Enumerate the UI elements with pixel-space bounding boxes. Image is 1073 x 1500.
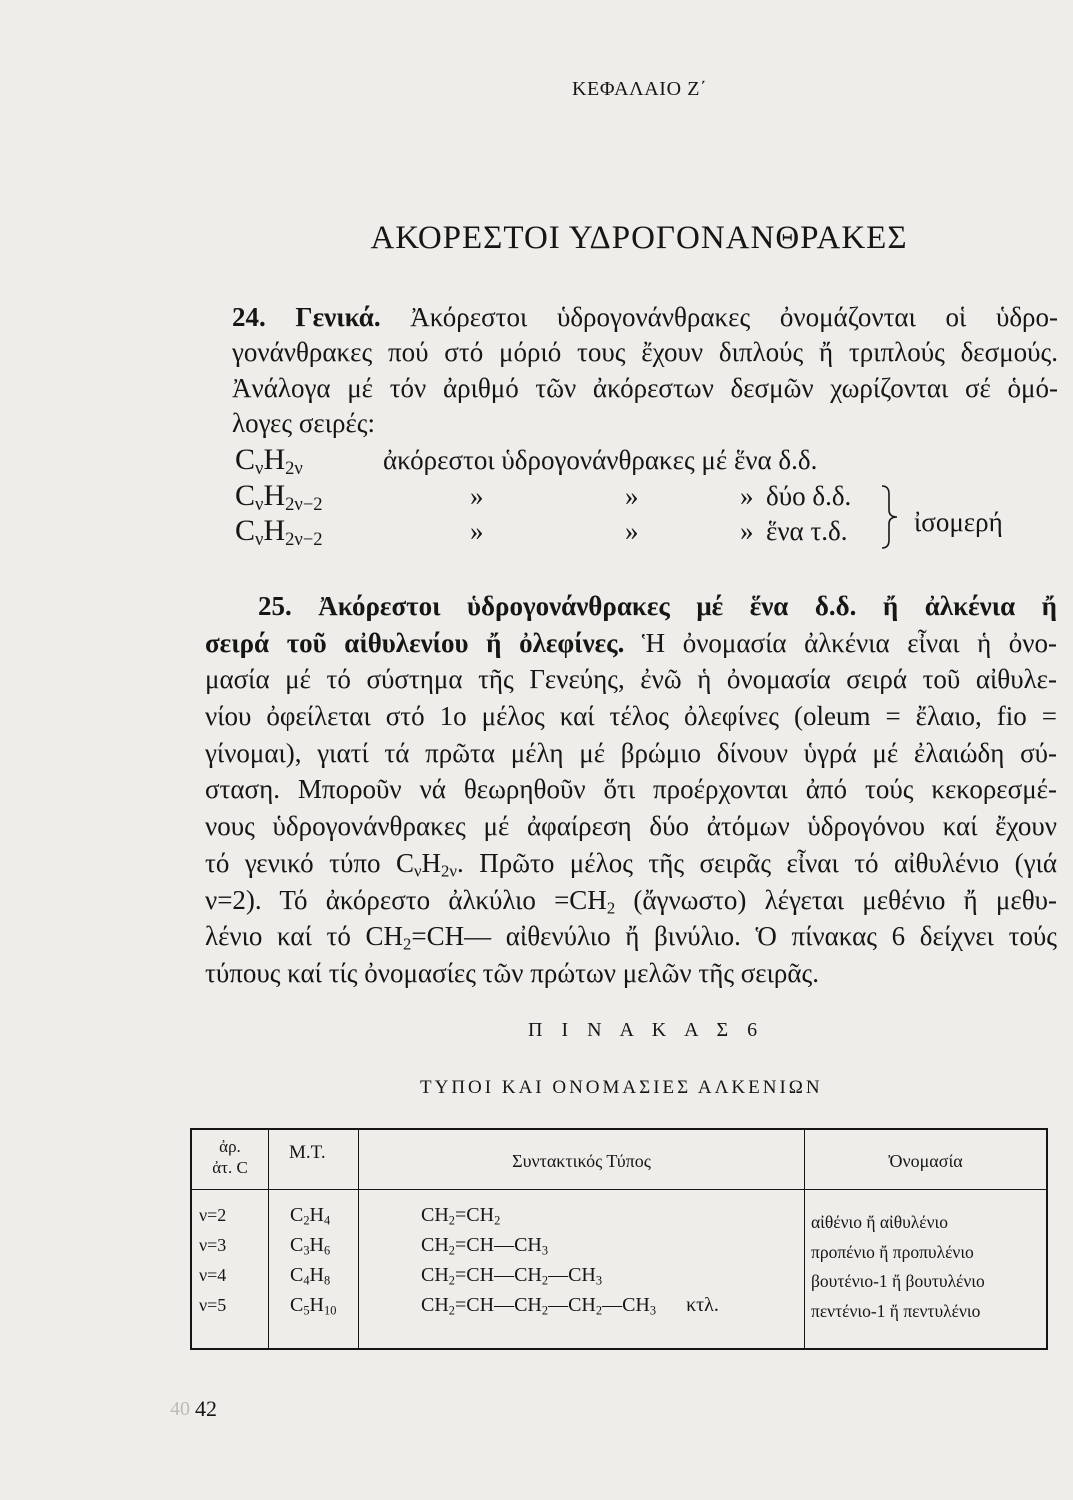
paragraph-line — [205, 661, 1057, 698]
section-25-alkenes — [205, 588, 1057, 992]
table-cell — [421, 1290, 804, 1320]
etc-label: κτλ. — [686, 1294, 719, 1316]
table-cell: ν=2 — [199, 1205, 227, 1225]
text-run: H — [309, 1204, 324, 1226]
table-cell: ν=4 — [199, 1265, 227, 1285]
ditto-mark: » — [740, 516, 754, 546]
paragraph-line — [232, 335, 1058, 370]
text-run: C — [235, 479, 256, 512]
general-formula — [235, 478, 323, 514]
subscript: 3 — [649, 1303, 657, 1318]
text-run: C — [290, 1264, 304, 1286]
subscript: 3 — [595, 1273, 603, 1288]
general-formula — [235, 513, 323, 549]
subscript: 2 — [541, 1303, 549, 1318]
ditto-mark: » — [470, 516, 484, 546]
table-cell: βουτένιο-1 ἤ βουτυλένιο — [811, 1271, 985, 1291]
text-run: λογες σειρές: — [232, 407, 376, 438]
subscript: ν — [413, 861, 422, 881]
series-description: ἕνα τ.δ. — [766, 516, 848, 546]
text-run: C — [235, 443, 256, 476]
subscript: ν — [255, 529, 264, 551]
paragraph-line — [205, 882, 1057, 919]
paragraph-line — [232, 300, 1058, 335]
subscript: 2 — [494, 1213, 501, 1228]
text-run: Ἀνάλογα μέ τόν ἀριθμό τῶν ἀκόρεστων δεσμῶν χωρίζονται σέ ὁμό- — [232, 372, 1058, 403]
subscript: 2 — [541, 1273, 549, 1288]
series-description: ἀκόρεστοι ὑδρογονάνθρακες μέ ἕνα δ.δ. — [383, 445, 818, 475]
paragraph-line — [205, 845, 1057, 882]
subscript: 2 — [448, 1303, 455, 1318]
table-cell: αἰθένιο ἤ αἰθυλένιο — [811, 1212, 949, 1232]
paragraph-line — [232, 371, 1058, 406]
subscript: 2ν — [441, 861, 457, 881]
text-run: C — [290, 1294, 304, 1316]
text-run: H — [309, 1234, 324, 1256]
series-row-two-double-bonds — [0, 478, 1073, 514]
section-heading-line — [205, 588, 1057, 625]
column-structural-formula — [359, 1190, 805, 1348]
subscript: ν — [255, 458, 264, 480]
text-run: —CH — [602, 1294, 650, 1316]
page-number: 42 — [195, 1396, 217, 1421]
text-run: =CH—CH — [455, 1294, 542, 1316]
subscript: ν — [255, 494, 264, 516]
series-row-one-double-bond — [0, 442, 1073, 478]
header-structural-formula — [359, 1130, 805, 1190]
text-run: CH — [421, 1264, 449, 1286]
text-run: H — [421, 847, 442, 878]
subscript: 3 — [303, 1243, 310, 1258]
text-run: γονάνθρακες πού στό μόριό τους ἔχουν διπλούς ἤ τριπλούς δεσμούς. — [232, 337, 1058, 368]
text-run: —CH — [548, 1294, 596, 1316]
text-run: H — [309, 1294, 324, 1316]
text-run: τύπους καί τίς ὀνομασίες τῶν πρώτων μελῶν τῆς σειρᾶς. — [205, 957, 819, 988]
text-run: =CH—CH — [455, 1234, 542, 1256]
text-run: C — [290, 1204, 304, 1226]
faint-page-mark: 40 — [170, 1398, 190, 1420]
paragraph-line — [205, 735, 1057, 772]
text-run: —CH — [548, 1264, 596, 1286]
subscript: 3 — [541, 1243, 549, 1258]
subscript: 8 — [324, 1273, 331, 1288]
general-formula — [235, 442, 303, 478]
column-carbon-atoms — [192, 1190, 269, 1348]
text-run: . Πρῶτο μέλος τῆς σειρᾶς εἶναι τό αἰθυλένιο (γιά — [456, 847, 1057, 878]
text-run: CH — [421, 1204, 449, 1226]
subscript: 2ν−2 — [285, 529, 323, 551]
chapter-title: ΑΚΟΡΕΣΤΟΙ ΥΔΡΟΓΟΝΑΝΘΡΑΚΕΣ — [370, 220, 908, 256]
text-run: =CH — [455, 1204, 495, 1226]
subscript: 2 — [303, 1213, 310, 1228]
bold-text: 24. Γενικά. — [232, 302, 381, 332]
structural-formula — [421, 1294, 656, 1316]
subscript: 6 — [324, 1243, 331, 1258]
text-run: CH — [421, 1234, 449, 1256]
text-run: =CH— αἰθενύλιο ἤ βινύλιο. Ὁ πίνακας 6 δείχνει τούς — [411, 921, 1057, 952]
ditto-mark: » — [625, 481, 639, 511]
text-run: Ἡ ὀνομασία ἀλκένια εἶναι ἡ ὀνο- — [624, 627, 1057, 658]
text-run: ν=2). Τό ἀκόρεστο ἀλκύλιο =CH — [205, 884, 607, 915]
text-run: H — [263, 443, 286, 476]
ditto-mark: » — [625, 516, 639, 546]
chapter-header: ΚΕΦΑΛΑΙΟ Ζ΄ — [572, 78, 708, 100]
paragraph-line — [205, 625, 1057, 662]
subscript: 2 — [595, 1303, 603, 1318]
text-run: H — [263, 479, 286, 512]
table-cell: πεντένιο-1 ἤ πεντυλένιο — [811, 1300, 981, 1321]
subscript: 2 — [606, 898, 616, 918]
table-caption: Π Ι Ν Α Κ Α Σ 6 — [528, 1019, 762, 1041]
subscript: 10 — [324, 1303, 337, 1318]
bold-text: σειρά τοῦ αἰθυλενίου ἤ ὀλεφίνες. — [205, 627, 625, 658]
table-cell — [421, 1200, 804, 1230]
text-run: C — [235, 514, 256, 547]
paragraph-line — [205, 808, 1057, 845]
text-run: H — [263, 514, 286, 547]
text-run: CH — [421, 1294, 449, 1316]
text-run: (ἄγνωστο) λέγεται μεθένιο ἤ μεθυ- — [615, 884, 1057, 915]
subscript: 2 — [448, 1213, 455, 1228]
table-cell — [290, 1200, 358, 1230]
table-cell — [421, 1260, 804, 1290]
paragraph-line — [205, 918, 1057, 955]
header-carbon-atoms — [192, 1130, 269, 1190]
subscript: 2 — [403, 934, 412, 954]
text-run: σταση. Μποροῦν νά θεωρηθοῦν ὅτι προέρχονται ἀπό τούς κεκορεσμέ- — [205, 774, 1057, 805]
paragraph-line — [205, 955, 1057, 992]
table-cell — [421, 1230, 804, 1260]
table-cell: ν=5 — [199, 1295, 227, 1315]
header-molecular-formula: Μ.Τ. — [269, 1130, 359, 1190]
ditto-mark: » — [470, 481, 484, 511]
paragraph-line — [232, 406, 1058, 441]
table-cell — [290, 1260, 358, 1290]
column-name — [805, 1190, 1046, 1348]
curly-brace-icon — [880, 484, 900, 550]
header-name — [805, 1130, 1046, 1190]
series-description: δύο δ.δ. — [766, 481, 852, 511]
table-cell: ν=3 — [199, 1235, 227, 1255]
series-row-one-triple-bond — [0, 513, 1073, 549]
subscript: 5 — [303, 1303, 310, 1318]
subscript: 2 — [448, 1243, 455, 1258]
text-run: γίνομαι), γιατί τά πρῶτα μέλη μέ βρώμιο δίνουν ὑγρά μέ ἐλαιώδη σύ- — [205, 737, 1057, 768]
table-title: ΤΥΠΟΙ ΚΑΙ ΟΝΟΜΑΣΙΕΣ ΑΛΚΕΝΙΩΝ — [420, 1077, 823, 1098]
header-text: Συντακτικός Τύπος — [512, 1151, 651, 1171]
text-run: τό γενικό τύπο C — [205, 847, 414, 878]
section-24-general — [232, 300, 1058, 441]
subscript: 2ν−2 — [285, 494, 323, 516]
text-run: νους ὑδρογονάνθρακες μέ ἀφαίρεση δύο ἀτόμων ὑδρογόνου καί ἔχουν — [205, 811, 1057, 842]
text-run: μασία μέ τό σύστημα τῆς Γενεύης, ἐνῶ ἡ ὀνομασία σειρά τοῦ αἰθυλε- — [205, 664, 1057, 695]
table-cell: προπένιο ἤ προπυλένιο — [811, 1241, 974, 1262]
alkenes-table — [190, 1128, 1048, 1350]
header-text: ἀτ. C — [212, 1158, 248, 1177]
text-run: Ἀκόρεστοι ὑδρογονάνθρακες ὀνομάζονται οἱ ὑδρο- — [380, 302, 1058, 332]
subscript: 4 — [303, 1273, 310, 1288]
text-run: νίου ὀφείλεται στό 1ο μέλος καί τέλος ὀλεφίνες (oleum = ἔλαιο, fio = — [205, 701, 1057, 732]
subscript: 2ν — [285, 458, 303, 480]
text-run: H — [309, 1264, 324, 1286]
subscript: 2 — [448, 1273, 455, 1288]
header-text: ἀρ. — [219, 1137, 241, 1156]
ditto-mark: » — [740, 481, 754, 511]
text-run: =CH—CH — [455, 1264, 542, 1286]
text-run: C — [290, 1234, 304, 1256]
isomers-label: ἰσομερή — [914, 507, 1003, 537]
paragraph-line — [205, 771, 1057, 808]
bold-text: 25. Ἀκόρεστοι ὑδρογονάνθρακες μέ ἕνα δ.δ. ἤ ἀλκένια ἤ — [258, 591, 1057, 621]
paragraph-line — [205, 698, 1057, 735]
text-run: λένιο καί τό CH — [205, 921, 404, 952]
table-cell — [290, 1230, 358, 1260]
table-cell — [290, 1290, 358, 1320]
column-molecular-formula — [269, 1190, 359, 1348]
subscript: 4 — [324, 1213, 331, 1228]
header-text: Ὀνομασία — [888, 1151, 963, 1171]
